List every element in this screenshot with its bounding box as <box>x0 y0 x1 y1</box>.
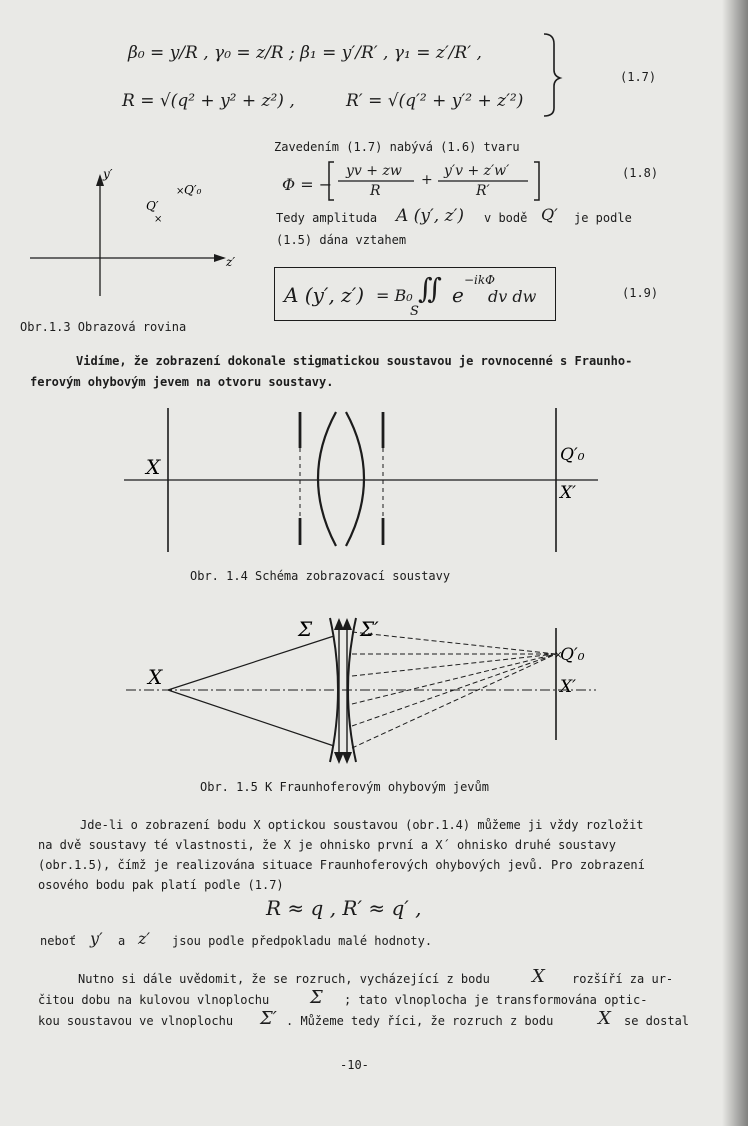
page-edge-shadow <box>722 0 748 1126</box>
equation-1-9-eq: = B₀ <box>376 286 413 305</box>
paragraph-3-symbol-sigma: Σ <box>310 987 323 1008</box>
lens-arrow-down-right-icon <box>342 752 352 764</box>
paragraph-3-line-3-a: kou soustavou ve vlnoplochu <box>38 1014 234 1028</box>
paragraph-3-symbol-sigma-prime: Σ′ <box>260 1008 277 1029</box>
figure-1-5-label-q: Q′₀ <box>560 645 585 665</box>
equation-1-8-term2-numerator: y′v + z′w′ <box>444 163 510 179</box>
paragraph-2-line-1: Jde-li o zobrazení bodu X optickou soustavou (obr.1.4) můžeme ji vždy rozložit <box>80 818 644 832</box>
figure-1-4-label-q0: Q′₀ <box>560 445 585 465</box>
amplitude-point: Q′ <box>541 205 558 224</box>
equation-1-8-lhs: Φ = − <box>282 175 333 194</box>
equation-1-7-line2-left: R = √(q² + y² + z²) , <box>122 91 295 111</box>
amplitude-text-c: v bodě <box>484 211 528 225</box>
figure-1-5-ray-top <box>168 636 334 690</box>
figure-1-5-caption: Obr. 1.5 K Fraunhoferovým ohybovým jevům <box>200 780 489 794</box>
nebot-symbol-y: y′ <box>90 929 103 948</box>
figure-1-3-caption: Obr.1.3 Obrazová rovina <box>20 320 187 334</box>
paragraph-3-line-2-c: ; tato vlnoplocha je transformována optic- <box>344 993 648 1007</box>
equation-1-7-line1: β₀ = y/R , γ₀ = z/R ; β₁ = y′/R′ , γ₁ = z′/R′ , <box>128 43 482 63</box>
paragraph-3-line-1-c: rozšíří za ur- <box>572 972 674 986</box>
figure-1-5-label-xprime: X′ <box>560 677 576 697</box>
amplitude-text-a: Tedy amplituda <box>276 211 378 225</box>
figure-1-5-ray-bottom <box>168 690 334 746</box>
figure-1-3-axis-y-label: y′ <box>103 167 113 181</box>
paragraph-2-line-2: na dvě soustavy té vlastnosti, že X je ohnisko první a X´ ohnisko druhé soustavy <box>38 838 616 852</box>
approximation-equation: R ≈ q , R′ ≈ q′ , <box>266 896 422 920</box>
equation-1-9-lhs: A (y′, z′) <box>284 283 365 307</box>
paragraph-3-line-2-a: čitou dobu na kulovou vlnoplochu <box>38 993 270 1007</box>
figure-1-5-label-x: X <box>148 665 163 689</box>
paragraph-2-line-3: (obr.1.5), čímž je realizována situace Fraunhoferových ohybových jevů. Pro zobrazení <box>38 858 645 872</box>
lens-arrow-down-left-icon <box>334 752 344 764</box>
figure-1-4-label-xprime: X′ <box>560 483 576 503</box>
lens-arrow-up-right-icon <box>342 618 352 630</box>
amplitude-text-e: je podle <box>574 211 632 225</box>
lens-arrow-up-left-icon <box>334 618 344 630</box>
figure-1-4-caption: Obr. 1.4 Schéma zobrazovací soustavy <box>190 569 451 583</box>
equation-1-8-term1-denominator: R <box>370 183 381 199</box>
equation-1-9-exp-base: e <box>452 283 464 307</box>
equation-1-8-number: (1.8) <box>622 166 659 180</box>
paragraph-3-symbol-x2: X <box>598 1008 611 1029</box>
page-number: -10- <box>340 1058 369 1072</box>
equation-1-9-integral: ∬ <box>418 272 442 305</box>
paragraph-1-line-1: Vidíme, že zobrazení dokonale stigmatickou soustavou je rovnocenné s Fraunho- <box>76 354 633 368</box>
equation-1-9-exponent: −ikΦ <box>464 273 496 287</box>
figure-1-5-label-sigma: Σ <box>298 617 313 641</box>
figure-1-3-axis-z-label: z′ <box>226 255 236 269</box>
equation-1-8-plus: + <box>421 172 433 188</box>
figure-1-4-label-x: X <box>146 455 161 479</box>
figure-1-3-point-q-mark-icon: × <box>154 214 163 225</box>
figure-1-5-focus-mark-icon: × <box>554 650 563 661</box>
amplitude-text-line2: (1.5) dána vztahem <box>276 233 407 247</box>
paragraph-3-line-1-a: Nutno si dále uvědomit, že se rozruch, vycházející z bodu <box>78 972 490 986</box>
paragraph-1-line-2: ferovým ohybovým jevem na otvoru soustavy. <box>30 375 334 389</box>
equation-1-8-term1-numerator: yv + zw <box>346 163 402 179</box>
paragraph-3-line-3-e: se dostal <box>624 1014 690 1028</box>
figure-1-5-label-sigma-prime: Σ′ <box>360 617 379 641</box>
equation-1-8-term2-denominator: R′ <box>476 183 490 199</box>
figure-1-3-point-q0-label: Q′₀ <box>184 183 202 197</box>
nebot-text-c: jsou podle předpokladu malé hodnoty. <box>172 934 433 948</box>
paragraph-3-line-3-c: . Můžeme tedy říci, že rozruch z bodu <box>286 1014 554 1028</box>
equation-1-9-domain: S <box>410 304 419 319</box>
figure-1-3-point-q0-mark-icon: × <box>176 186 185 197</box>
equation-1-7-number: (1.7) <box>620 70 657 84</box>
intro-1-8-text: Zavedením (1.7) nabývá (1.6) tvaru <box>274 140 520 154</box>
paragraph-2-line-4: osového bodu pak platí podle (1.7) <box>38 878 284 892</box>
nebot-symbol-z: z′ <box>138 929 151 948</box>
equation-1-9-tail: dv dw <box>488 287 537 306</box>
equation-1-9-number: (1.9) <box>622 286 659 300</box>
nebot-text-b: a <box>118 934 126 948</box>
equation-1-7-line2-right: R′ = √(q′² + y′² + z′²) <box>346 91 524 111</box>
figure-1-3-point-q-label: Q′ <box>146 199 159 213</box>
paragraph-3-symbol-x1: X <box>532 966 545 987</box>
nebot-text-a: neboť <box>40 934 77 948</box>
amplitude-symbol: A (y′, z′) <box>396 206 465 226</box>
